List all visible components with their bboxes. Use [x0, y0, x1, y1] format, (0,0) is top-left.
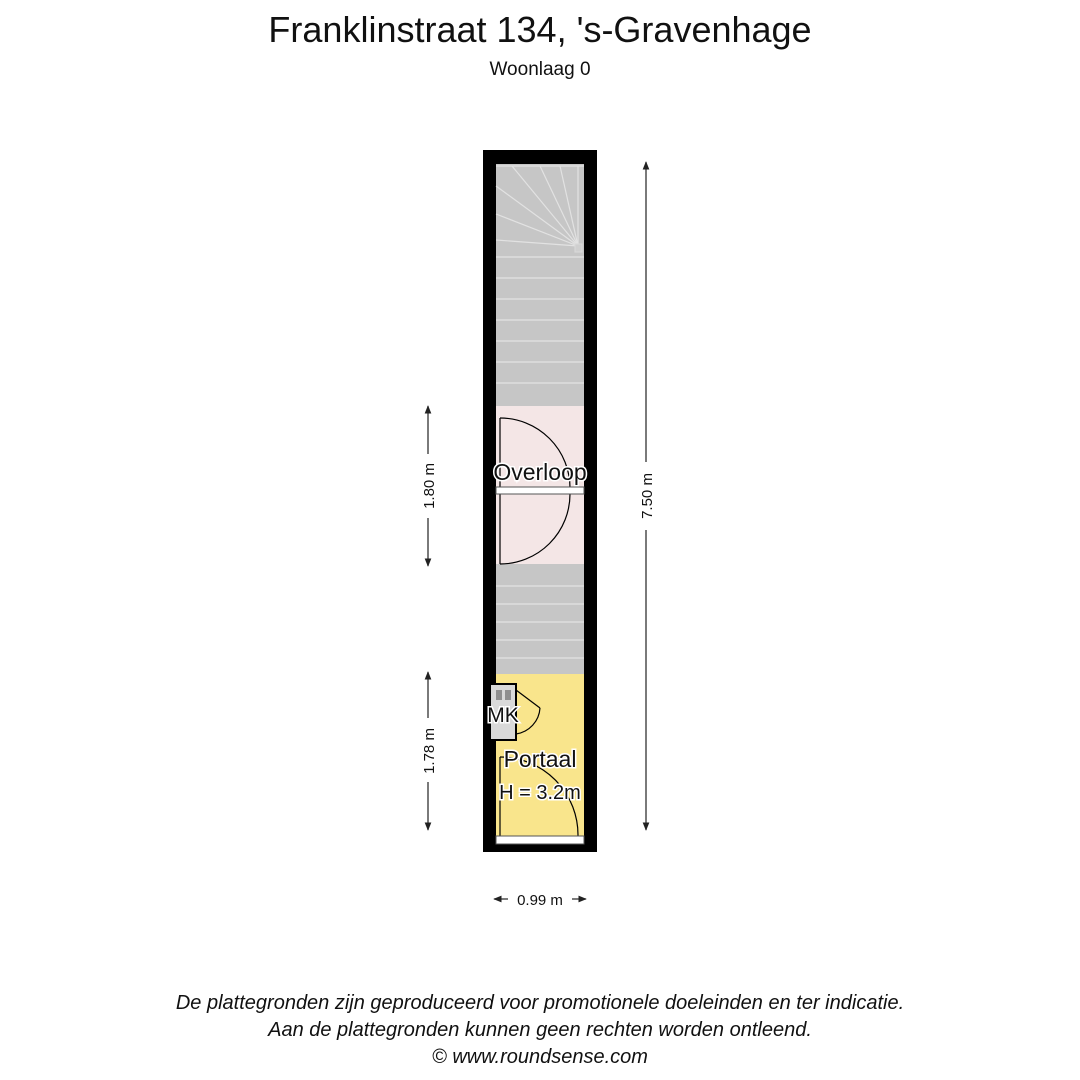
dimension-total	[639, 162, 656, 830]
copyright-line: © www.roundsense.com	[432, 1046, 648, 1068]
dimension-label-total: 7.50 m	[639, 473, 656, 519]
dimension-label-width: 0.99 m	[517, 892, 563, 909]
dimension-label-portaal: 1.78 m	[421, 728, 438, 774]
room-label-portaal: Portaal	[503, 746, 577, 772]
door-threshold	[496, 487, 584, 494]
dimension-label-overloop: 1.80 m	[421, 463, 438, 509]
room-label-overloop: Overloop	[493, 459, 587, 485]
floor-label: Woonlaag 0	[489, 59, 591, 80]
disclaimer-line-2: Aan de plattegronden kunnen geen rechten worden ontleend.	[268, 1019, 812, 1041]
page-title: Franklinstraat 134, 's-Gravenhage	[268, 9, 812, 50]
entrance-threshold	[496, 836, 584, 844]
meterkast-label: MK	[487, 704, 519, 727]
disclaimer-line-1: De plattegronden zijn geproduceerd voor promotionele doeleinden en ter indicatie.	[175, 992, 905, 1014]
dimension-width	[494, 892, 586, 909]
room-height-portaal: H = 3.2m	[499, 782, 581, 804]
dimension-overloop	[421, 406, 438, 566]
dimension-portaal	[421, 672, 438, 830]
